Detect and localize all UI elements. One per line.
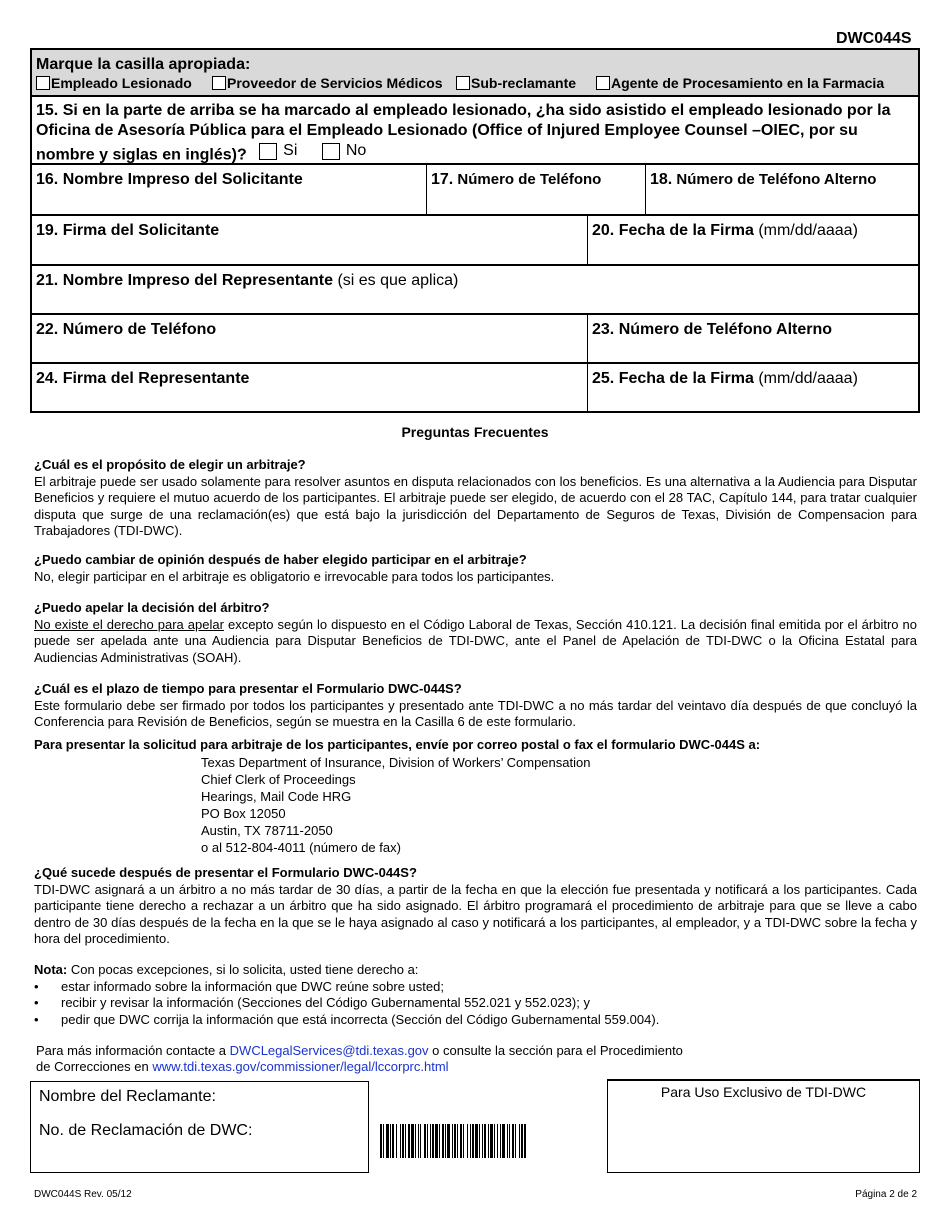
field-representative-signature-date[interactable] [587, 364, 918, 411]
field-requester-signature-date[interactable] [587, 216, 918, 264]
field-requester-signature[interactable] [32, 216, 588, 264]
submit-instructions [34, 737, 917, 754]
tdi-use-only-box [607, 1079, 920, 1173]
submit-instruction-text: Para presentar la solicitud para arbitraje de los participantes, envíe por correo postal o fax el formulario DWC-044S a: [34, 737, 761, 752]
faq-item-deadline [34, 681, 917, 731]
field-label: 16. Nombre Impreso del Solicitante [36, 171, 303, 188]
medical-provider-checkbox[interactable] [212, 76, 226, 90]
faq-answer: No, elegir participar en el arbitraje es obligatorio e irrevocable para todos los participantes. [34, 568, 555, 584]
contact-line2-text: de Correcciones en [36, 1059, 153, 1074]
note-list [34, 979, 917, 1029]
note-label: Nota: [34, 962, 68, 977]
no-appeal-right-text: No existe el derecho para apelar [34, 616, 224, 632]
page-number: Página 2 de 2 [855, 1189, 917, 1200]
role-selection-section [30, 48, 920, 95]
field-label: 21. Nombre Impreso del Representante [36, 272, 333, 289]
role-options [36, 74, 914, 92]
faq-item-purpose [34, 457, 917, 540]
field-label: 24. Firma del Representante [36, 370, 250, 387]
faq-title: Preguntas Frecuentes [401, 424, 549, 440]
role-injured-employee[interactable] [36, 75, 192, 91]
oiec-question: 15. Si en la parte de arriba se ha marcado al empleado lesionado, ¿ha sido asistido el empleado lesionado por la Oficina de Asesoría Pública para el Empleado Lesionado (Office of Injured Employee Counsel –OIEC, por su nombre y siglas en inglés)? [36, 102, 891, 164]
field-phone[interactable] [426, 165, 646, 214]
field-label: Número de Teléfono [457, 171, 602, 188]
barcode-image [380, 1124, 595, 1158]
field-label: 20. Fecha de la Firma [592, 222, 754, 239]
contact-line-2 [36, 1059, 683, 1075]
representative-signature-row [30, 362, 920, 413]
faq-item-change-mind [34, 552, 917, 585]
claim-number-label: No. de Reclamación de DWC: [39, 1122, 253, 1139]
role-label: Proveedor de Servicios Médicos [227, 75, 443, 91]
injured-employee-checkbox[interactable] [36, 76, 50, 90]
representative-name-row [30, 264, 920, 313]
address-line: Hearings, Mail Code HRG [201, 789, 352, 804]
oiec-no-option[interactable] [322, 141, 366, 161]
contact-prefix: Para más información contacte a [36, 1043, 230, 1058]
corrections-url-link[interactable]: www.tdi.texas.gov/commissioner/legal/lccorprc.html [152, 1059, 449, 1074]
date-format-hint: (mm/dd/aaaa) [758, 370, 858, 387]
field-hint: (si es que aplica) [337, 272, 459, 289]
claimant-box [30, 1081, 369, 1173]
faq-question: ¿Cuál es el propósito de elegir un arbitraje? [34, 457, 306, 472]
requester-info-row [30, 163, 920, 214]
form-code: DWC044S [836, 30, 912, 47]
field-label: 22. Número de Teléfono [36, 321, 217, 338]
contact-middle: o consulte la sección para el Procedimiento [428, 1043, 683, 1058]
role-medical-provider[interactable] [212, 75, 443, 91]
note-list-item: • pedir que DWC corrija la información que está incorrecta (Sección del Código Gubernamental 559.004). [34, 1012, 917, 1029]
role-selection-title: Marque la casilla apropiada: [36, 56, 251, 73]
oiec-yes-checkbox[interactable] [259, 143, 277, 160]
field-alt-phone[interactable] [645, 165, 918, 214]
field-label: 25. Fecha de la Firma [592, 370, 754, 387]
role-subclaimant[interactable] [456, 75, 576, 91]
field-label: 23. Número de Teléfono Alterno [592, 321, 833, 338]
role-label: Empleado Lesionado [51, 75, 192, 91]
contact-info [36, 1043, 683, 1075]
field-representative-name[interactable] [32, 266, 918, 313]
role-label: Sub-reclamante [471, 75, 577, 91]
oiec-no-checkbox[interactable] [322, 143, 340, 160]
faq-question: ¿Puedo cambiar de opinión después de haber elegido participar en el arbitraje? [34, 552, 527, 567]
oiec-yes-option[interactable] [259, 141, 297, 161]
privacy-note [34, 962, 917, 1028]
date-format-hint: (mm/dd/aaaa) [758, 222, 858, 239]
mailing-address [201, 754, 590, 856]
field-representative-signature[interactable] [32, 364, 588, 411]
field-number: 18. [650, 171, 673, 188]
appeal-answer-text: excepto según lo dispuesto en el Código Laboral de Texas, Sección 410.121. La decisión final emitida por el árbitro no puede ser apelada ante una Audiencia para Disputar Beneficios de TDI-DWC, ante el Panel de Apelación de TDI-DWC o la Oficina Estatal para Audiencias Administrativas (SOAH). [34, 616, 917, 665]
form-revision: DWC044S Rev. 05/12 [34, 1189, 132, 1200]
faq-question: ¿Qué sucede después de presentar el Formulario DWC-044S? [34, 865, 417, 880]
faq-item-after-submit [34, 865, 917, 948]
address-line: PO Box 12050 [201, 806, 286, 821]
note-list-item: • recibir y revisar la información (Secciones del Código Gubernamental 552.021 y 552.023); y [34, 995, 917, 1012]
faq-answer: El arbitraje puede ser usado solamente para resolver asuntos en disputa relacionados con los beneficios. Es una alternativa a la Audiencia para Disputar Beneficios y requiere el mutuo acuerdo de los participantes. El arbitraje puede ser elegido, de acuerdo con el 28 TAC, Capítulo 144, para tratar cualquier disputa que surge de una reclamación(es) que está bajo la jurisdicción del Departamento de Seguros de Texas, División de Compensacion para Trabajadores (TDI-DWC). [34, 473, 917, 538]
role-label: Agente de Procesamiento en la Farmacia [611, 75, 885, 91]
faq-answer: TDI-DWC asignará a un árbitro a no más tardar de 30 días, a partir de la fecha en que la elección fue presentada y notificará a los participantes. Cada participante tiene derecho a rechazar a un árbitro que ha sido asignado. El árbitro programará el procedimiento de arbitraje para que se lleve a cabo dentro de 30 días después de la fecha en la que se le haya asignado al caso y notificará a los participantes, al empleador, y a TDI-DWC sobre la fecha y hora del procedimiento. [34, 881, 917, 946]
note-intro [34, 962, 917, 979]
faq-item-appeal [34, 600, 917, 666]
field-requester-name[interactable] [32, 165, 427, 214]
claimant-name-label: Nombre del Reclamante: [39, 1088, 216, 1105]
field-representative-alt-phone[interactable] [587, 315, 918, 362]
email-link[interactable]: DWCLegalServices@tdi.texas.gov [229, 1043, 429, 1058]
field-label: Número de Teléfono Alterno [676, 171, 877, 188]
faq-answer: Este formulario debe ser firmado por todos los participantes y presentado ante TDI-DWC a no más tardar del veintavo día después de que concluyó la Conferencia para Revisión de Beneficios, según se muestra en la Casilla 6 de este formulario. [34, 697, 917, 729]
note-list-item: • estar informado sobre la información que DWC reúne sobre usted; [34, 979, 917, 996]
subclaimant-checkbox[interactable] [456, 76, 470, 90]
tdi-use-only-label: Para Uso Exclusivo de TDI-DWC [660, 1084, 867, 1100]
field-label: 19. Firma del Solicitante [36, 222, 220, 239]
oiec-yes-label: Si [283, 142, 298, 159]
address-line: Texas Department of Insurance, Division of Workers’ Compensation [201, 755, 591, 770]
field-number: 17. [431, 171, 454, 188]
oiec-no-label: No [345, 142, 367, 159]
note-intro-text: Con pocas excepciones, si lo solicita, usted tiene derecho a: [67, 962, 419, 977]
contact-line-1 [36, 1043, 683, 1059]
faq-answer [34, 617, 917, 667]
field-representative-phone[interactable] [32, 315, 588, 362]
role-pharmacy-agent[interactable] [596, 75, 884, 91]
requester-signature-row [30, 214, 920, 264]
faq-question: ¿Puedo apelar la decisión del árbitro? [34, 600, 270, 615]
pharmacy-agent-checkbox[interactable] [596, 76, 610, 90]
faq-question: ¿Cuál es el plazo de tiempo para presentar el Formulario DWC-044S? [34, 681, 462, 696]
address-line: Chief Clerk of Proceedings [201, 772, 356, 787]
fax-line: o al 512-804-4011 (número de fax) [201, 840, 401, 855]
representative-phone-row [30, 313, 920, 362]
oiec-question-section [30, 95, 920, 163]
address-line: Austin, TX 78711-2050 [201, 823, 333, 838]
